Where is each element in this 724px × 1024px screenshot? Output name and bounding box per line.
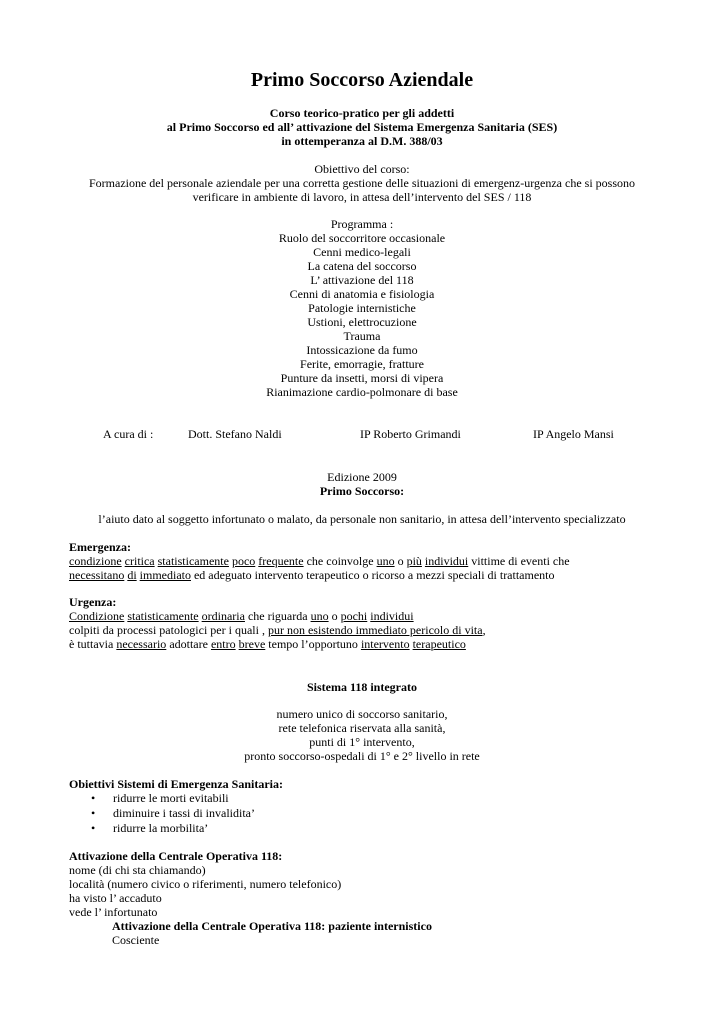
emergenza-heading: Emergenza: bbox=[69, 540, 131, 554]
text-run: ed adeguato intervento terapeutico o ricorso a mezzi speciali di trattamento bbox=[190, 568, 555, 582]
underlined-term: terapeutico bbox=[412, 637, 466, 651]
attivazione-item: nome (di chi sta chiamando) bbox=[69, 863, 206, 877]
text-run: adottare bbox=[166, 637, 211, 651]
edition-line: Edizione 2009 bbox=[327, 470, 397, 484]
document-title: Primo Soccorso Aziendale bbox=[250, 69, 474, 91]
underlined-term: entro bbox=[210, 637, 236, 651]
program-item: L’ attivazione del 118 bbox=[310, 273, 414, 287]
edition-block bbox=[40, 470, 684, 498]
program-heading: Programma : bbox=[330, 217, 394, 231]
obiettivi-section bbox=[69, 777, 689, 836]
program-item: Ustioni, elettrocuzione bbox=[307, 315, 417, 329]
text-run: o bbox=[328, 609, 341, 623]
program-item: Rianimazione cardio-polmonare di base bbox=[266, 385, 458, 399]
subtitle-line-1: Corso teorico-pratico per gli addetti bbox=[269, 106, 455, 120]
primo-soccorso-definition bbox=[40, 512, 684, 526]
program-item: La catena del soccorso bbox=[307, 259, 417, 273]
objective-heading: Obiettivo del corso: bbox=[314, 162, 410, 176]
program-item: Patologie internistiche bbox=[308, 301, 416, 315]
underlined-term: poco bbox=[231, 554, 256, 568]
underlined-term: intervento bbox=[360, 637, 410, 651]
urgenza-section bbox=[69, 595, 689, 651]
sistema-118-heading: Sistema 118 integrato bbox=[307, 680, 417, 694]
program-item: Ferite, emorragie, fratture bbox=[300, 357, 424, 371]
underlined-term: pur non esistendo immediato pericolo di vita bbox=[267, 623, 483, 637]
attivazione-subheading: Attivazione della Centrale Operativa 118: paziente internistico bbox=[112, 919, 432, 933]
sistema-118-item: punti di 1° intervento, bbox=[309, 735, 415, 749]
obiettivi-heading: Obiettivi Sistemi di Emergenza Sanitaria: bbox=[69, 777, 283, 791]
urgenza-heading: Urgenza: bbox=[69, 595, 117, 609]
underlined-term: uno bbox=[376, 554, 395, 568]
program-item: Trauma bbox=[343, 329, 381, 343]
underlined-term: di bbox=[127, 568, 137, 582]
objective-line-1: Formazione del personale aziendale per una corretta gestione delle situazioni di emergenz-urgenza che si possono bbox=[88, 176, 635, 190]
attivazione-item: vede l’ infortunato bbox=[69, 905, 158, 919]
urgenza-line-2 bbox=[69, 623, 689, 637]
program-section bbox=[40, 217, 684, 399]
text-run: che riguarda bbox=[244, 609, 311, 623]
emergenza-line-1 bbox=[69, 554, 689, 568]
definition-text: l’aiuto dato al soggetto infortunato o malato, da personale non sanitario, in attesa dell’intervento specializzato bbox=[98, 512, 626, 526]
underlined-term: critica bbox=[124, 554, 155, 568]
list-item: • ridurre le morti evitabili bbox=[69, 791, 689, 806]
text-run: vittime di eventi che bbox=[468, 554, 570, 568]
underlined-term: necessario bbox=[116, 637, 167, 651]
curator-name: Dott. Stefano Naldi bbox=[188, 427, 282, 441]
program-item: Cenni medico-legali bbox=[313, 245, 411, 259]
underlined-term: individui bbox=[424, 554, 469, 568]
text-run: tempo l’opportuno bbox=[265, 637, 361, 651]
primo-soccorso-heading: Primo Soccorso: bbox=[319, 484, 405, 498]
sistema-118-heading-block bbox=[40, 680, 684, 694]
underlined-term: Condizione bbox=[69, 609, 125, 623]
attivazione-item: ha visto l’ accaduto bbox=[69, 891, 162, 905]
curator-name: IP Roberto Grimandi bbox=[360, 427, 461, 441]
sistema-118-list bbox=[40, 707, 684, 763]
underlined-term: pochi bbox=[340, 609, 368, 623]
program-item: Intossicazione da fumo bbox=[306, 343, 418, 357]
subtitle-line-3: in ottemperanza al D.M. 388/03 bbox=[281, 134, 443, 148]
course-subtitle bbox=[40, 106, 684, 148]
sistema-118-item: rete telefonica riservata alla sanità, bbox=[278, 721, 446, 735]
urgenza-line-1 bbox=[69, 609, 689, 623]
underlined-term: breve bbox=[238, 637, 266, 651]
underlined-term: più bbox=[406, 554, 422, 568]
attivazione-section bbox=[69, 849, 689, 947]
curator-name: IP Angelo Mansi bbox=[533, 427, 614, 441]
underlined-term: frequente bbox=[258, 554, 304, 568]
text-run: colpiti da processi patologici per i quali , bbox=[69, 623, 268, 637]
objective-line-2: verificare in ambiente di lavoro, in attesa dell’intervento del SES / 118 bbox=[192, 190, 532, 204]
underlined-term: uno bbox=[310, 609, 329, 623]
attivazione-heading: Attivazione della Centrale Operativa 118: bbox=[69, 849, 283, 863]
underlined-term: immediato bbox=[139, 568, 191, 582]
text-run: è tuttavia bbox=[69, 637, 117, 651]
underlined-term: ordinaria bbox=[201, 609, 245, 623]
sistema-118-item: pronto soccorso-ospedali di 1° e 2° livello in rete bbox=[244, 749, 480, 763]
curators-row bbox=[0, 427, 724, 442]
underlined-term: necessitano bbox=[69, 568, 125, 582]
emergenza-line-2 bbox=[69, 568, 689, 582]
course-objective bbox=[40, 162, 684, 204]
program-item: Cenni di anatomia e fisiologia bbox=[289, 287, 435, 301]
underlined-term: individui bbox=[370, 609, 414, 623]
emergenza-section bbox=[69, 540, 689, 582]
text-run: che coinvolge bbox=[303, 554, 377, 568]
list-item: • diminuire i tassi di invalidita’ bbox=[69, 806, 689, 821]
attivazione-subitem: Cosciente bbox=[112, 933, 160, 947]
obiettivi-list bbox=[69, 791, 689, 836]
subtitle-line-2: al Primo Soccorso ed all’ attivazione del Sistema Emergenza Sanitaria (SES) bbox=[166, 120, 558, 134]
sistema-118-item: numero unico di soccorso sanitario, bbox=[276, 707, 448, 721]
underlined-term: condizione bbox=[69, 554, 122, 568]
urgenza-line-3 bbox=[69, 637, 689, 651]
text-run: o bbox=[394, 554, 407, 568]
program-item: Ruolo del soccorritore occasionale bbox=[278, 231, 446, 245]
attivazione-item: località (numero civico o riferimenti, numero telefonico) bbox=[69, 877, 342, 891]
underlined-term: statisticamente bbox=[157, 554, 229, 568]
curators-label: A cura di : bbox=[103, 427, 154, 441]
list-item: • ridurre la morbilita’ bbox=[69, 821, 689, 836]
program-item: Punture da insetti, morsi di vipera bbox=[280, 371, 444, 385]
underlined-term: statisticamente bbox=[127, 609, 199, 623]
text-run: , bbox=[482, 623, 486, 637]
